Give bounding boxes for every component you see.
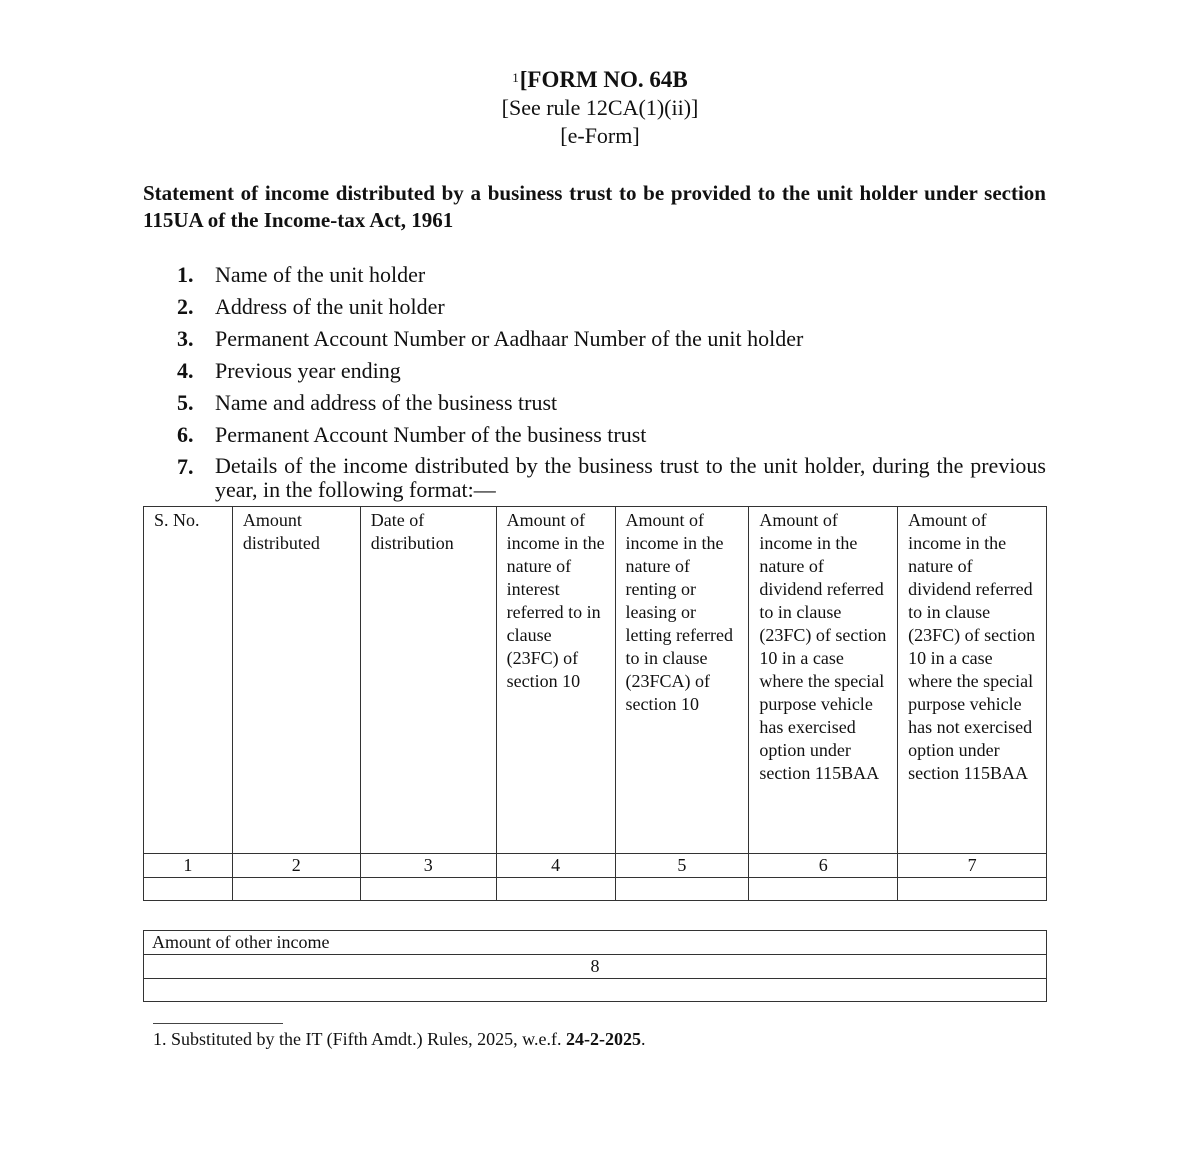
table-header-row [144, 507, 1047, 854]
item-number: 4. [177, 358, 194, 383]
data-cell-renting-income[interactable] [615, 878, 749, 901]
footnote-text: 1. Substituted by the IT (Fifth Amdt.) Rules, 2025, w.e.f. [153, 1029, 566, 1049]
footnote-date: 24-2-2025 [565, 1029, 641, 1049]
item-text: Permanent Account Number of the business trust [215, 422, 647, 447]
item-number: 2. [177, 294, 194, 319]
column-number: 2 [232, 854, 360, 878]
income-distribution-table [143, 506, 1047, 901]
column-header: Amount of income in the nature of renting or leasing or letting referred to in clause (23FCA) of section 10 [615, 507, 749, 854]
other-income-column-number: 8 [144, 955, 1047, 979]
item-number: 5. [177, 390, 194, 415]
item-text: Name and address of the business trust [215, 390, 558, 415]
data-cell-s-no[interactable] [144, 878, 233, 901]
form-type: [e-Form] [560, 123, 640, 148]
other-income-label: Amount of other income [144, 931, 1047, 955]
column-number: 1 [144, 854, 233, 878]
column-header: Amount of income in the nature of dividend referred to in clause (23FC) of section 10 in a case where the special purpose vehicle has exercised option under section 115BAA [749, 507, 898, 854]
column-header: Amount of income in the nature of interest referred to in clause (23FC) of section 10 [496, 507, 615, 854]
column-header: Date of distribution [360, 507, 496, 854]
column-header: Amount distributed [232, 507, 360, 854]
item-text: Details of the income distributed by the business trust to the unit holder, during the previous year, in the following format:— [215, 453, 1046, 502]
item-number: 3. [177, 326, 194, 351]
item-text: Previous year ending [215, 358, 401, 383]
footnote [153, 1028, 645, 1050]
column-number-row [144, 854, 1047, 878]
list-item [143, 390, 1046, 416]
rule-reference: [See rule 12CA(1)(ii)] [501, 95, 699, 120]
item-number: 7. [177, 454, 194, 479]
list-item [143, 294, 1046, 320]
footnote-marker: 1 [512, 70, 519, 85]
footnote-end: . [640, 1029, 646, 1049]
list-item [143, 358, 1046, 384]
item-text: Address of the unit holder [215, 294, 445, 319]
column-header: Amount of income in the nature of dividend referred to in clause (23FC) of section 10 in a case where the special purpose vehicle has not exercised option under section 115BAA [898, 507, 1047, 854]
item-text: Name of the unit holder [215, 262, 426, 287]
list-item [143, 454, 1046, 502]
list-item [143, 326, 1046, 352]
other-income-value-cell[interactable] [144, 979, 1047, 1002]
other-income-table [143, 930, 1047, 1002]
form-number: [FORM NO. 64B [519, 67, 688, 92]
item-number: 1. [177, 262, 194, 287]
form-items-list [143, 262, 1046, 508]
data-cell-date-of-distribution[interactable] [360, 878, 496, 901]
list-item [143, 422, 1046, 448]
statement-heading: Statement of income distributed by a business trust to be provided to the unit holder under section 115UA of the Income-tax Act, 1961 [143, 181, 1046, 232]
data-cell-dividend-exercised[interactable] [749, 878, 898, 901]
column-number: 6 [749, 854, 898, 878]
column-number: 3 [360, 854, 496, 878]
item-number: 6. [177, 422, 194, 447]
title-block [0, 66, 1200, 150]
data-cell-interest-income[interactable] [496, 878, 615, 901]
column-number: 7 [898, 854, 1047, 878]
footnote-divider [153, 1023, 283, 1024]
data-cell-dividend-not-exercised[interactable] [898, 878, 1047, 901]
item-text: Permanent Account Number or Aadhaar Number of the unit holder [215, 326, 804, 351]
column-number: 4 [496, 854, 615, 878]
table-row [144, 878, 1047, 901]
column-number: 5 [615, 854, 749, 878]
form-title [0, 66, 1200, 94]
data-cell-amount-distributed[interactable] [232, 878, 360, 901]
column-header: S. No. [144, 507, 233, 854]
list-item [143, 262, 1046, 288]
